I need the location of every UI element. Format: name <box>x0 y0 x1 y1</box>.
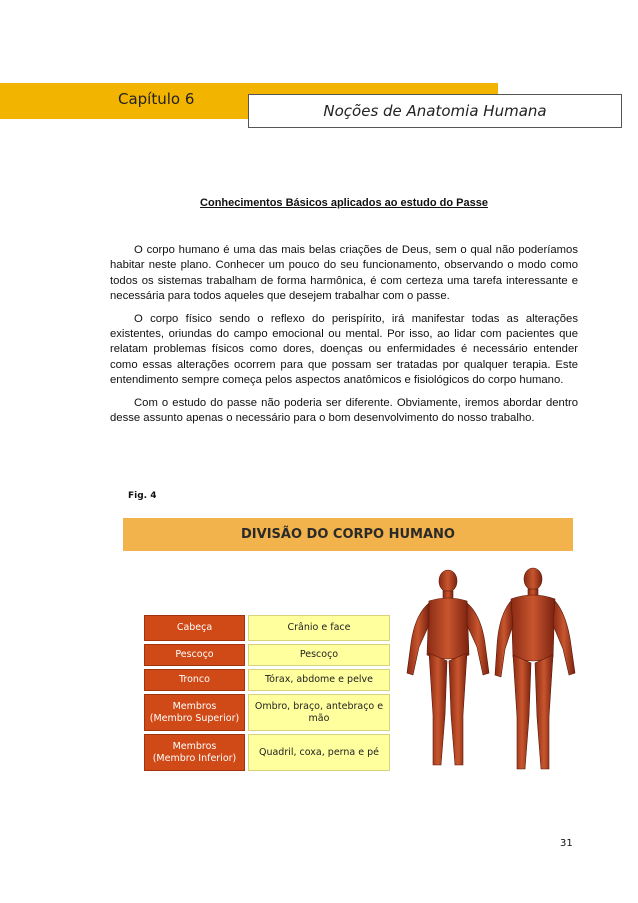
body-part-cell: Pescoço <box>144 644 245 666</box>
figure-label: Fig. 4 <box>128 491 157 501</box>
body-part-detail-cell: Pescoço <box>248 644 390 666</box>
table-row <box>144 694 390 731</box>
chapter-title: Noções de Anatomia Humana <box>323 102 547 120</box>
chapter-label: Capítulo 6 <box>118 90 195 108</box>
body-part-detail-cell: Quadril, coxa, perna e pé <box>248 734 390 771</box>
body-part-detail-cell: Crânio e face <box>248 615 390 641</box>
body-part-cell: Cabeça <box>144 615 245 641</box>
table-row <box>144 669 390 691</box>
section-heading: Conhecimentos Básicos aplicados ao estudo do Passe <box>200 197 488 209</box>
anatomy-front-figure <box>407 570 489 765</box>
table-row <box>144 734 390 771</box>
table-row <box>144 644 390 666</box>
anatomy-back-figure <box>495 568 575 769</box>
paragraph: Com o estudo do passe não poderia ser diferente. Obviamente, iremos abordar dentro desse assunto apenas o necessário para o bom desenvolvimento do nosso trabalho. <box>110 396 578 425</box>
muscular-anatomy-image <box>403 565 583 775</box>
body-part-cell: Membros (Membro Inferior) <box>144 734 245 771</box>
body-part-detail-cell: Tórax, abdome e pelve <box>248 669 390 691</box>
figure-banner: DIVISÃO DO CORPO HUMANO <box>123 518 573 551</box>
body-part-cell: Membros (Membro Superior) <box>144 694 245 731</box>
body-part-cell: Tronco <box>144 669 245 691</box>
table-row <box>144 615 390 641</box>
chapter-title-box <box>248 94 622 128</box>
page-number: 31 <box>560 838 573 849</box>
paragraph: O corpo físico sendo o reflexo do perispírito, irá manifestar todas as alterações existentes, oriundas do campo emocional ou mental. Por isso, ao lidar com pacientes que relatam problemas físicos como dores, doenças ou enfermidades é necessário entender como essas alterações ocorrem para que possam ser tratadas por qualquer terapia. Este entendimento sempre começa pelos aspectos anatômicos e fisiológicos do corpo humano. <box>110 312 578 387</box>
body-part-detail-cell: Ombro, braço, antebraço e mão <box>248 694 390 731</box>
body-text <box>110 243 578 433</box>
body-division-table <box>144 615 390 774</box>
paragraph: O corpo humano é uma das mais belas criações de Deus, sem o qual não poderíamos habitar neste plano. Conhecer um pouco do seu funcionamento, observando o modo como todos os sistemas trabalham de forma harmônica, é com certeza uma tarefa interessante e necessária para todos aqueles que desejem trabalhar com o passe. <box>110 244 578 303</box>
